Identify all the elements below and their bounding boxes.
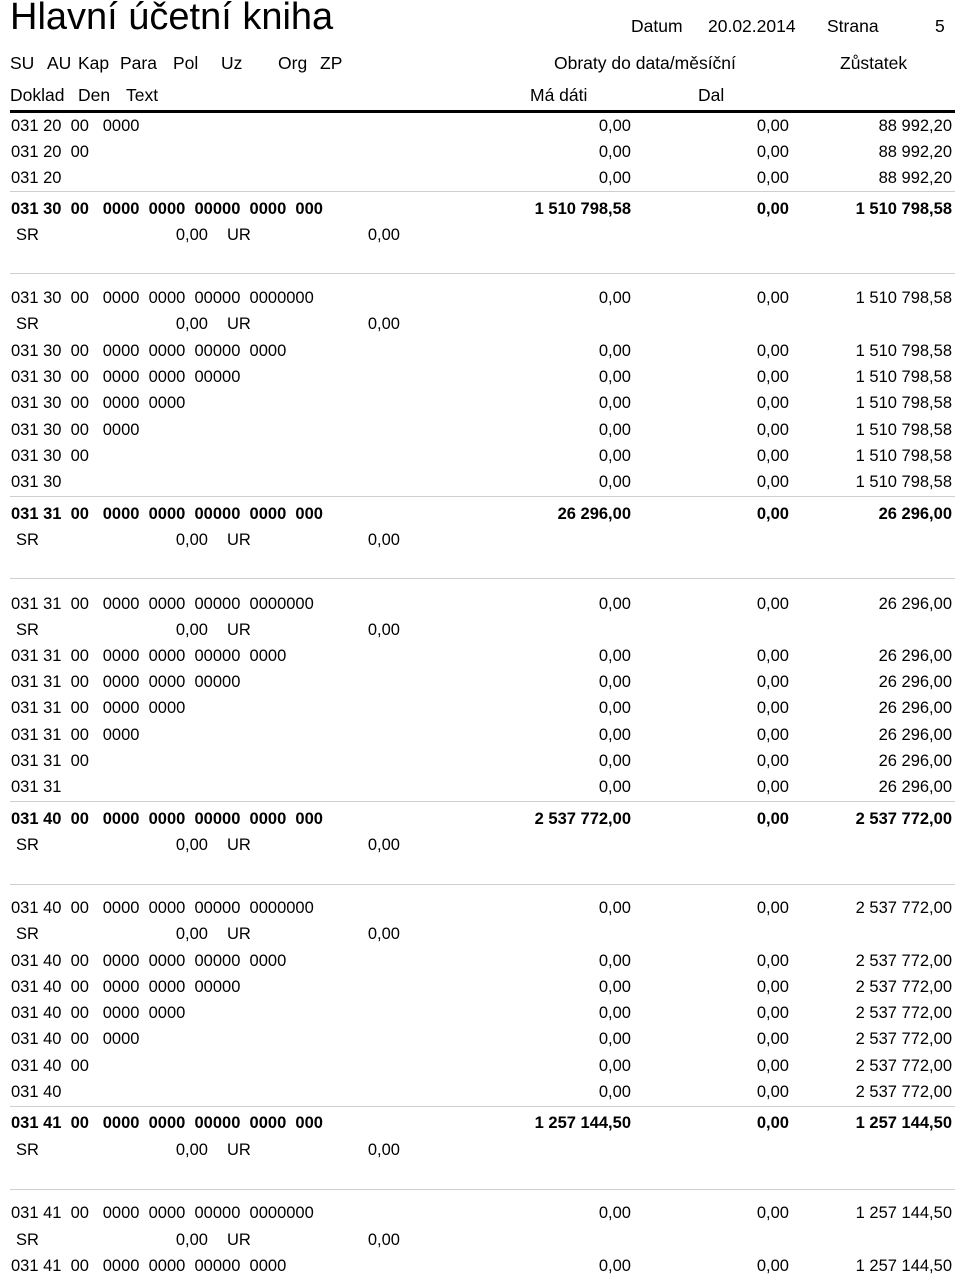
ledger-row (0, 421, 960, 447)
credit-amount: 0,00 (756, 169, 789, 187)
col-header-au: AU (47, 53, 72, 73)
col-header-zp: ZP (320, 53, 343, 73)
credit-amount: 0,00 (756, 368, 789, 386)
header-rule (10, 110, 955, 113)
credit-amount: 0,00 (756, 473, 789, 491)
account-code: 031 30 00 0000 (11, 421, 140, 439)
credit-amount: 0,00 (756, 200, 789, 218)
balance-amount: 2 537 772,00 (855, 1004, 952, 1022)
account-code: 031 31 00 0000 0000 00000 0000 (11, 647, 287, 665)
ledger-row (0, 699, 960, 725)
account-code: 031 20 (11, 169, 62, 187)
sr-label: SR (16, 621, 39, 639)
account-code: 031 41 00 0000 0000 00000 0000 (11, 1257, 287, 1275)
col-header-su: SU (10, 53, 35, 73)
balance-amount: 1 510 798,58 (855, 394, 952, 412)
credit-amount: 0,00 (756, 447, 789, 465)
account-code: 031 41 00 0000 0000 00000 0000000 (11, 1204, 314, 1222)
ur-value: 0,00 (367, 836, 400, 854)
debit-amount: 0,00 (598, 117, 631, 135)
ledger-row (0, 595, 960, 621)
ur-value: 0,00 (367, 226, 400, 244)
col-header-debit: Má dáti (530, 85, 588, 105)
credit-amount: 0,00 (756, 595, 789, 613)
account-code: 031 40 00 0000 0000 00000 0000 000 (11, 810, 323, 828)
ur-value: 0,00 (367, 1141, 400, 1159)
credit-amount: 0,00 (756, 952, 789, 970)
balance-amount: 88 992,20 (878, 117, 952, 135)
credit-amount: 0,00 (756, 1057, 789, 1075)
ledger-row (0, 778, 960, 804)
col-header-balance: Zůstatek (840, 53, 908, 73)
balance-amount: 2 537 772,00 (855, 1030, 952, 1048)
page-label: Strana (827, 16, 879, 36)
credit-amount: 0,00 (756, 1004, 789, 1022)
sr-value: 0,00 (175, 1141, 208, 1159)
account-code: 031 31 00 0000 (11, 726, 140, 744)
debit-amount: 0,00 (598, 1257, 631, 1275)
ledger-row (0, 394, 960, 420)
debit-amount: 0,00 (598, 368, 631, 386)
ur-value: 0,00 (367, 621, 400, 639)
ur-label: UR (227, 315, 251, 333)
balance-amount: 1 257 144,50 (855, 1204, 952, 1222)
account-code: 031 30 00 0000 0000 00000 0000000 (11, 289, 314, 307)
ledger-row (0, 200, 960, 226)
ledger-row (0, 726, 960, 752)
sr-value: 0,00 (175, 621, 208, 639)
sr-value: 0,00 (175, 1231, 208, 1249)
group-separator (10, 1189, 955, 1190)
balance-amount: 26 296,00 (878, 595, 952, 613)
balance-amount: 2 537 772,00 (855, 810, 952, 828)
sr-ur-row (0, 315, 960, 341)
debit-amount: 0,00 (598, 421, 631, 439)
credit-amount: 0,00 (756, 505, 789, 523)
credit-amount: 0,00 (756, 726, 789, 744)
credit-amount: 0,00 (756, 143, 789, 161)
debit-amount: 0,00 (598, 1083, 631, 1101)
sr-label: SR (16, 315, 39, 333)
ledger-row (0, 1057, 960, 1083)
balance-amount: 2 537 772,00 (855, 1083, 952, 1101)
credit-amount: 0,00 (756, 1114, 789, 1132)
ledger-row (0, 169, 960, 195)
sr-label: SR (16, 1141, 39, 1159)
sr-value: 0,00 (175, 836, 208, 854)
account-code: 031 30 (11, 473, 62, 491)
credit-amount: 0,00 (756, 342, 789, 360)
credit-amount: 0,00 (756, 673, 789, 691)
sr-ur-row (0, 925, 960, 951)
account-code: 031 40 00 (11, 1057, 89, 1075)
group-separator (10, 884, 955, 885)
balance-amount: 2 537 772,00 (855, 978, 952, 996)
credit-amount: 0,00 (756, 394, 789, 412)
balance-amount: 26 296,00 (878, 778, 952, 796)
col-header-kap: Kap (78, 53, 110, 73)
sr-value: 0,00 (175, 226, 208, 244)
debit-amount: 26 296,00 (557, 505, 631, 523)
debit-amount: 1 257 144,50 (534, 1114, 631, 1132)
debit-amount: 0,00 (598, 752, 631, 770)
debit-amount: 0,00 (598, 978, 631, 996)
credit-amount: 0,00 (756, 647, 789, 665)
sr-label: SR (16, 836, 39, 854)
sr-ur-row (0, 621, 960, 647)
col-header-pol: Pol (173, 53, 199, 73)
account-code: 031 31 00 (11, 752, 89, 770)
credit-amount: 0,00 (756, 421, 789, 439)
balance-amount: 1 257 144,50 (855, 1257, 952, 1275)
balance-amount: 26 296,00 (878, 505, 952, 523)
debit-amount: 0,00 (598, 726, 631, 744)
ledger-row (0, 368, 960, 394)
ledger-row (0, 1083, 960, 1109)
account-code: 031 40 (11, 1083, 62, 1101)
ledger-row (0, 647, 960, 673)
debit-amount: 0,00 (598, 595, 631, 613)
col-header-para: Para (120, 53, 157, 73)
account-code: 031 31 00 0000 0000 00000 0000 000 (11, 505, 323, 523)
account-code: 031 30 00 0000 0000 (11, 394, 186, 412)
ur-value: 0,00 (367, 1231, 400, 1249)
ur-label: UR (227, 621, 251, 639)
balance-amount: 26 296,00 (878, 673, 952, 691)
debit-amount: 2 537 772,00 (534, 810, 631, 828)
balance-amount: 1 510 798,58 (855, 473, 952, 491)
ledger-row (0, 505, 960, 531)
debit-amount: 0,00 (598, 473, 631, 491)
col-header-turnover: Obraty do data/měsíční (554, 53, 736, 73)
ledger-row (0, 952, 960, 978)
ledger-row (0, 447, 960, 473)
ledger-row (0, 810, 960, 836)
credit-amount: 0,00 (756, 752, 789, 770)
debit-amount: 0,00 (598, 699, 631, 717)
ur-value: 0,00 (367, 531, 400, 549)
ledger-row (0, 1114, 960, 1140)
account-code: 031 31 (11, 778, 62, 796)
account-code: 031 40 00 0000 0000 00000 0000 (11, 952, 287, 970)
col-header-den: Den (78, 85, 111, 105)
debit-amount: 0,00 (598, 447, 631, 465)
debit-amount: 0,00 (598, 1057, 631, 1075)
balance-amount: 26 296,00 (878, 726, 952, 744)
debit-amount: 0,00 (598, 289, 631, 307)
ur-label: UR (227, 531, 251, 549)
balance-amount: 1 510 798,58 (855, 200, 952, 218)
balance-amount: 1 257 144,50 (855, 1114, 952, 1132)
debit-amount: 0,00 (598, 342, 631, 360)
credit-amount: 0,00 (756, 1083, 789, 1101)
ledger-row (0, 673, 960, 699)
debit-amount: 0,00 (598, 1004, 631, 1022)
page-number: 5 (935, 16, 945, 36)
sr-ur-row (0, 1141, 960, 1167)
ledger-row (0, 752, 960, 778)
credit-amount: 0,00 (756, 810, 789, 828)
ledger-row (0, 1257, 960, 1283)
account-code: 031 41 00 0000 0000 00000 0000 000 (11, 1114, 323, 1132)
ledger-row (0, 899, 960, 925)
ur-label: UR (227, 836, 251, 854)
account-code: 031 30 00 (11, 447, 89, 465)
col-header-credit: Dal (698, 85, 725, 105)
col-header-doklad: Doklad (10, 85, 65, 105)
balance-amount: 1 510 798,58 (855, 342, 952, 360)
sr-label: SR (16, 925, 39, 943)
sr-label: SR (16, 531, 39, 549)
ledger-row (0, 289, 960, 315)
ur-label: UR (227, 1141, 251, 1159)
credit-amount: 0,00 (756, 699, 789, 717)
debit-amount: 1 510 798,58 (534, 200, 631, 218)
sr-ur-row (0, 531, 960, 557)
debit-amount: 0,00 (598, 169, 631, 187)
group-separator (10, 273, 955, 274)
sr-value: 0,00 (175, 531, 208, 549)
balance-amount: 26 296,00 (878, 699, 952, 717)
credit-amount: 0,00 (756, 778, 789, 796)
account-code: 031 20 00 0000 (11, 117, 140, 135)
sr-ur-row (0, 226, 960, 252)
account-code: 031 31 00 0000 0000 (11, 699, 186, 717)
col-header-org: Org (278, 53, 308, 73)
ur-label: UR (227, 1231, 251, 1249)
ur-label: UR (227, 925, 251, 943)
balance-amount: 26 296,00 (878, 752, 952, 770)
balance-amount: 1 510 798,58 (855, 447, 952, 465)
debit-amount: 0,00 (598, 1030, 631, 1048)
account-code: 031 30 00 0000 0000 00000 0000 000 (11, 200, 323, 218)
account-code: 031 40 00 0000 (11, 1030, 140, 1048)
balance-amount: 1 510 798,58 (855, 368, 952, 386)
credit-amount: 0,00 (756, 117, 789, 135)
ledger-row (0, 143, 960, 169)
sr-ur-row (0, 1231, 960, 1257)
ledger-row (0, 342, 960, 368)
account-code: 031 30 00 0000 0000 00000 0000 (11, 342, 287, 360)
account-code: 031 30 00 0000 0000 00000 (11, 368, 241, 386)
ledger-row (0, 473, 960, 499)
account-code: 031 31 00 0000 0000 00000 (11, 673, 241, 691)
credit-amount: 0,00 (756, 1204, 789, 1222)
balance-amount: 1 510 798,58 (855, 421, 952, 439)
account-code: 031 40 00 0000 0000 (11, 1004, 186, 1022)
sr-label: SR (16, 226, 39, 244)
credit-amount: 0,00 (756, 1257, 789, 1275)
debit-amount: 0,00 (598, 1204, 631, 1222)
account-code: 031 31 00 0000 0000 00000 0000000 (11, 595, 314, 613)
ledger-row (0, 978, 960, 1004)
debit-amount: 0,00 (598, 673, 631, 691)
debit-amount: 0,00 (598, 778, 631, 796)
balance-amount: 2 537 772,00 (855, 899, 952, 917)
balance-amount: 2 537 772,00 (855, 952, 952, 970)
debit-amount: 0,00 (598, 952, 631, 970)
ledger-row (0, 117, 960, 143)
debit-amount: 0,00 (598, 647, 631, 665)
ur-label: UR (227, 226, 251, 244)
date-value: 20.02.2014 (708, 16, 796, 36)
ledger-row (0, 1204, 960, 1230)
ur-value: 0,00 (367, 925, 400, 943)
credit-amount: 0,00 (756, 1030, 789, 1048)
sr-value: 0,00 (175, 315, 208, 333)
balance-amount: 2 537 772,00 (855, 1057, 952, 1075)
account-code: 031 40 00 0000 0000 00000 (11, 978, 241, 996)
balance-amount: 1 510 798,58 (855, 289, 952, 307)
ur-value: 0,00 (367, 315, 400, 333)
account-code: 031 40 00 0000 0000 00000 0000000 (11, 899, 314, 917)
debit-amount: 0,00 (598, 394, 631, 412)
sr-label: SR (16, 1231, 39, 1249)
col-header-uz: Uz (221, 53, 243, 73)
ledger-row (0, 1004, 960, 1030)
date-label: Datum (631, 16, 683, 36)
col-header-text: Text (126, 85, 159, 105)
group-separator (10, 578, 955, 579)
credit-amount: 0,00 (756, 289, 789, 307)
sr-ur-row (0, 836, 960, 862)
balance-amount: 88 992,20 (878, 143, 952, 161)
balance-amount: 26 296,00 (878, 647, 952, 665)
ledger-row (0, 1030, 960, 1056)
sr-value: 0,00 (175, 925, 208, 943)
balance-amount: 88 992,20 (878, 169, 952, 187)
debit-amount: 0,00 (598, 899, 631, 917)
credit-amount: 0,00 (756, 899, 789, 917)
credit-amount: 0,00 (756, 978, 789, 996)
report-title: Hlavní účetní kniha (10, 0, 334, 38)
debit-amount: 0,00 (598, 143, 631, 161)
account-code: 031 20 00 (11, 143, 89, 161)
